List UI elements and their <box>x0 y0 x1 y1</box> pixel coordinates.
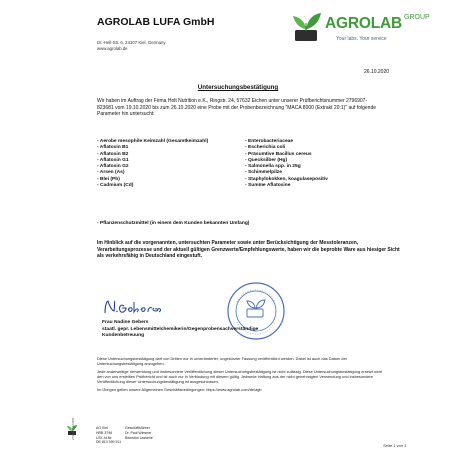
parameter-item: - Aflatoxin B2 <box>97 151 129 157</box>
parameter-item: - Staphylokokken, koagulasepositiv <box>245 176 328 182</box>
disclaimer-block <box>97 356 387 395</box>
intro-paragraph: Wir haben im Auftrag der Firma Holt Nutrition e.K., Ringstr. 24, 57632 Eichen unter unserer Prüfberichtsnummer 2796907-823681 vom 19.10.2020 bis zum 26.10.2020 eine Probe mit der Probenbezeichnung "MACA 8000 (Extrakt 20:1)" auf folgende Parameter hin untersucht: <box>97 98 377 118</box>
leaf-icon <box>285 5 325 47</box>
parameter-item: - Arsen (As) <box>97 170 125 176</box>
parameter-item: - Aflatoxin G1 <box>97 157 129 163</box>
footer-line: HRB 3796 <box>96 430 113 435</box>
disclaimer-paragraph: Diese Untersuchungsbestätigung darf von Dritten nur in unveränderter, ungekürzter Fassung veröffentlicht werden. Dabei ist auch das Datum der Untersuchungsbestätigung anzugeben. <box>97 356 347 366</box>
address-line: Dr.-Hell-Str. 6, 24107 Kiel, Germany <box>97 40 166 45</box>
footer-line: Geschäftsführer <box>125 426 150 430</box>
logo-group-label: GROUP <box>404 14 430 21</box>
terms-paragraph: Im Übrigen gelten unsere Allgemeinen Geschäftsbedingungen: https://www.agrolab.com/de/agb <box>97 387 262 392</box>
signer-department: Kundenbetreuung <box>102 333 145 338</box>
parameter-item: - Präsumtive Bacillus cereus <box>245 151 312 157</box>
parameter-item: - Quecksilber (Hg) <box>245 157 288 163</box>
signer-block <box>102 320 258 340</box>
parameter-item: - Aflatoxin G2 <box>97 164 129 170</box>
parameter-item: - Summe Aflatoxine <box>245 183 291 189</box>
footer-line: AG Kiel <box>96 426 108 430</box>
parameter-item: - Aflatoxin B1 <box>97 145 129 151</box>
page-number: Seite 1 von 1 <box>383 443 407 448</box>
company-address <box>97 40 166 52</box>
footer-line: DE 813 399 511 <box>96 440 122 445</box>
parameter-item: - Escherichia coli <box>245 145 286 151</box>
handwritten-signature <box>102 297 164 317</box>
agrolab-logo <box>285 5 435 47</box>
footer-registration <box>96 426 121 445</box>
parameter-column-right <box>245 139 395 189</box>
footer-management <box>125 426 153 440</box>
conclusion-paragraph: Im Hinblick auf die vorgenannten, untersuchten Parameter sowie unter Berücksichtigung der Messtoleranzen, Verarbeitungsprozesse und der aktuell gültigen Grenzwerte/Empfehlungswerte, haben wir die beprobte Ware aus hiesiger Sicht als verkehrsfähig in Deutschland eingestuft. <box>97 240 400 260</box>
company-name: AGROLAB LUFA GmbH <box>97 16 215 28</box>
parameter-item: - Aerobe mesophile Keimzahl (Gesamtkeimzahl) <box>97 139 209 144</box>
disclaimer-paragraph: Jede anderweitige Verwendung und insbesondere Veröffentlichung dieser Untersuchungsbestätigung ist nicht zulässig. Diese Untersuchungsbestätigung ersetzt nicht den von uns erstellten Prüfbericht und ist auch nur in Verbindung mit diesem gültig. Jedwede Haftung aus der nicht genehmigten Verwendung und insbesondere Veröffentlichung dieser Untersuchungsbestätigung ist ausgeschlossen. <box>97 369 383 384</box>
footer-line: USt.-Id.Nr. <box>96 435 113 440</box>
parameter-item: - Blei (Pb) <box>97 176 120 182</box>
signer-name: Frau Nadine Gebers <box>102 320 149 325</box>
footer-line: Benedict Lassene <box>125 435 153 440</box>
parameter-item: - Schimmelpilze <box>245 170 282 176</box>
footer-line: Dr. Paul Wimmer <box>125 430 152 435</box>
logo-slogan: Your labs. Your service <box>336 36 387 42</box>
website-text: www.agrolab.de <box>97 46 128 51</box>
parameter-column-left <box>97 139 247 189</box>
side-report-code: 2796907-823681 <box>71 417 75 440</box>
parameter-item: - Enterobacteriaceae <box>245 139 294 144</box>
parameter-item-wide: - Pflanzenschutzmittel (in einem dem Kunden bekannten Umfang) <box>97 221 250 226</box>
document-date: 26.10.2020 <box>364 69 390 75</box>
parameter-item: - Salmonella spp. in 25g <box>245 164 301 170</box>
signer-title: staatl. gepr. Lebensmittelchemikerin/Gegenprobensachverständige <box>102 326 259 332</box>
document-title: Untersuchungsbestätigung <box>197 84 279 91</box>
logo-wordmark: AGROLAB <box>325 15 402 32</box>
parameter-item: - Cadmium (Cd) <box>97 183 134 189</box>
